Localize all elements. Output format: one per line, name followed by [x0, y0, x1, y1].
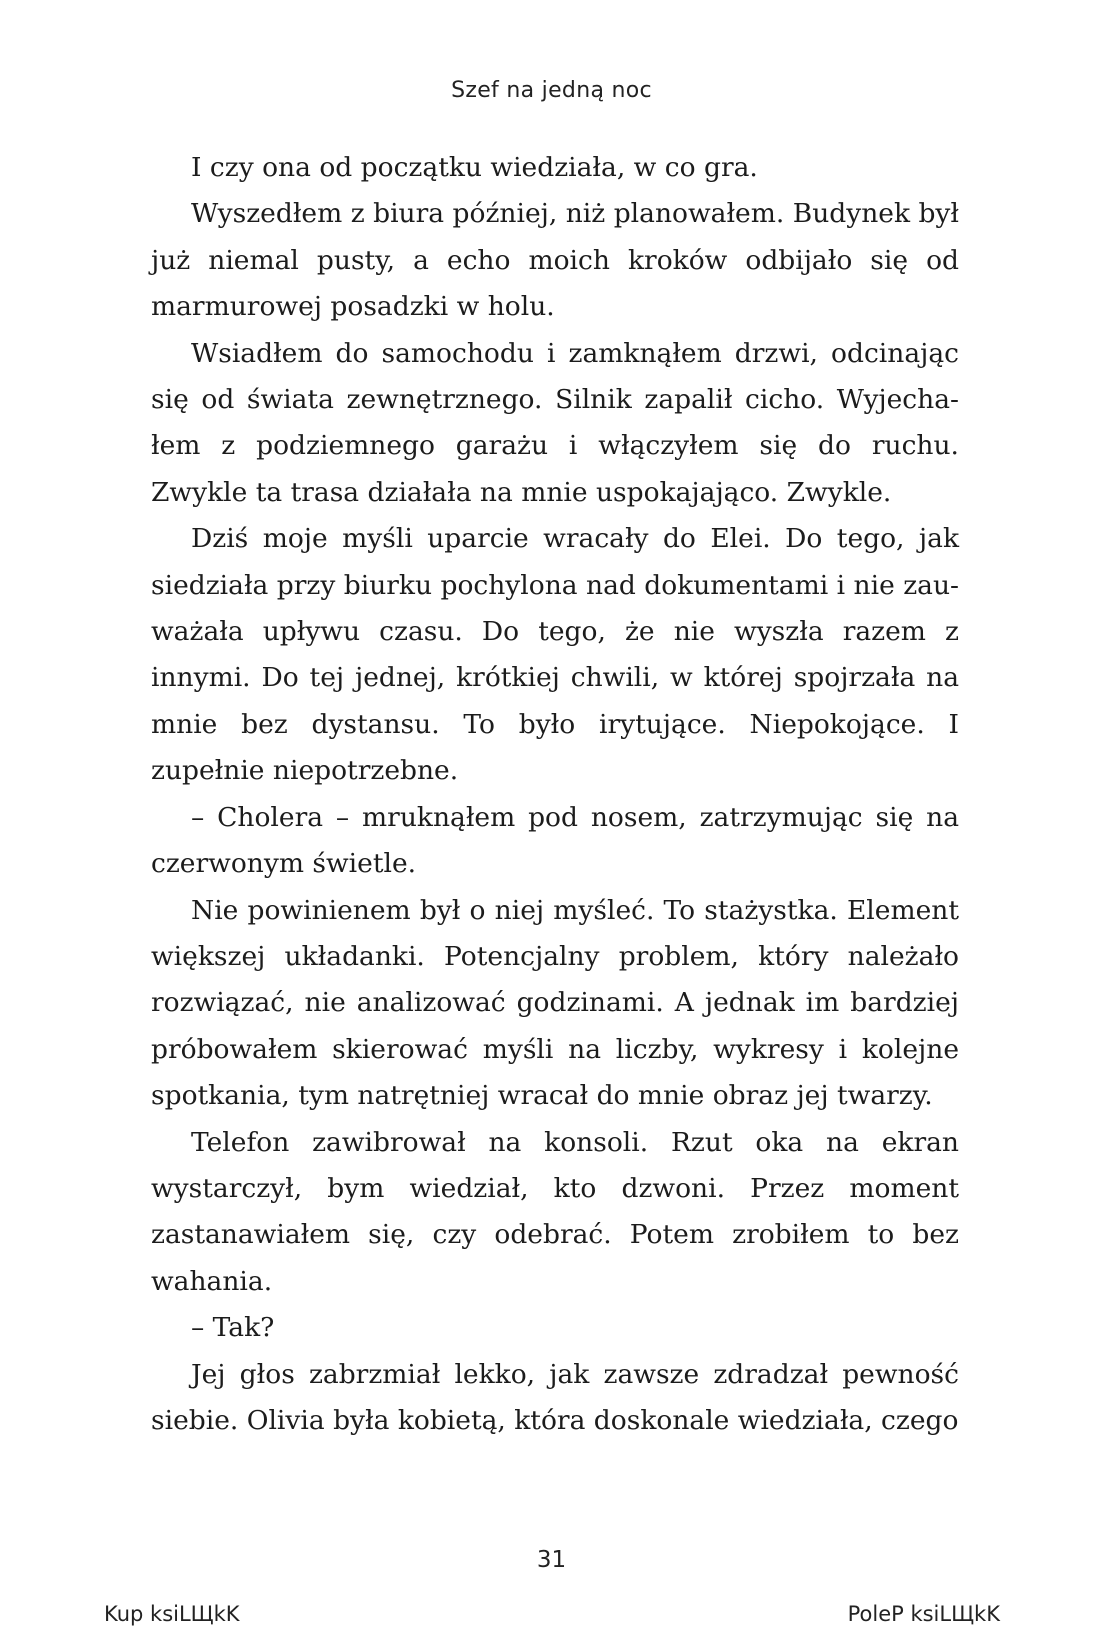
paragraph: – Tak?	[191, 1312, 275, 1344]
paragraph: Wyszedłem z biura później, niż planowałem. Budynek był już niemal pusty, a echo moich kroków odbijało się od marmurowej posadzki w holu.	[151, 198, 959, 323]
paragraph: Telefon zawibrował na konsoli. Rzut oka na ekran wystarczył, bym wiedział, kto dzwoni. Przez moment zastanawiałem się, czy odebrać. Potem zrobiłem to bez wahania.	[151, 1126, 959, 1297]
running-header: Szef na jedną noc	[451, 78, 652, 103]
paragraph: – Cholera – mruknąłem pod nosem, zatrzymując się na czerwonym świetle.	[151, 801, 959, 880]
buy-book-link[interactable]: Kup ksiLЩkK	[104, 1602, 240, 1626]
paragraph: Wsiadłem do samochodu i zamknąłem drzwi, odcinając się od świata zewnętrznego. Silnik zapalił cicho. Wyjechałem z podziemnego garażu i włączyłem się do ruchu. Zwykle ta trasa działała na mnie uspokajająco. Zwykle.	[151, 337, 959, 508]
recommend-book-link[interactable]: PoleP ksiLЩkK	[847, 1602, 1000, 1626]
paragraph: I czy ona od początku wiedziała, w co gra.	[191, 152, 758, 183]
paragraph: Nie powinienem był o niej myśleć. To stażystka. Element większej układanki. Potencjalny problem, który należało rozwiązać, nie analizować godzinami. A jednak im bardziej próbowałem skierować myśli na liczby, wykresy i kolejne spotkania, tym natrętniej wracał do mnie obraz jej twarzy.	[151, 894, 959, 1112]
paragraph: Dziś moje myśli uparcie wracały do Elei. Do tego, jak siedziała przy biurku pochylona nad dokumentami i nie zauważała upływu czasu. Do tego, że nie wyszła razem z innymi. Do tej jednej, krótkiej chwili, w której spojrzała na mnie bez dystansu. To było irytujące. Niepokojące. I zupełnie niepotrzebne.	[151, 523, 959, 787]
paragraph: Jej głos zabrzmiał lekko, jak zawsze zdradzał pewność siebie. Olivia była kobietą, która doskonale wiedziała, czego	[151, 1358, 959, 1436]
body-text	[151, 145, 959, 1444]
page-number: 31	[536, 1547, 567, 1573]
